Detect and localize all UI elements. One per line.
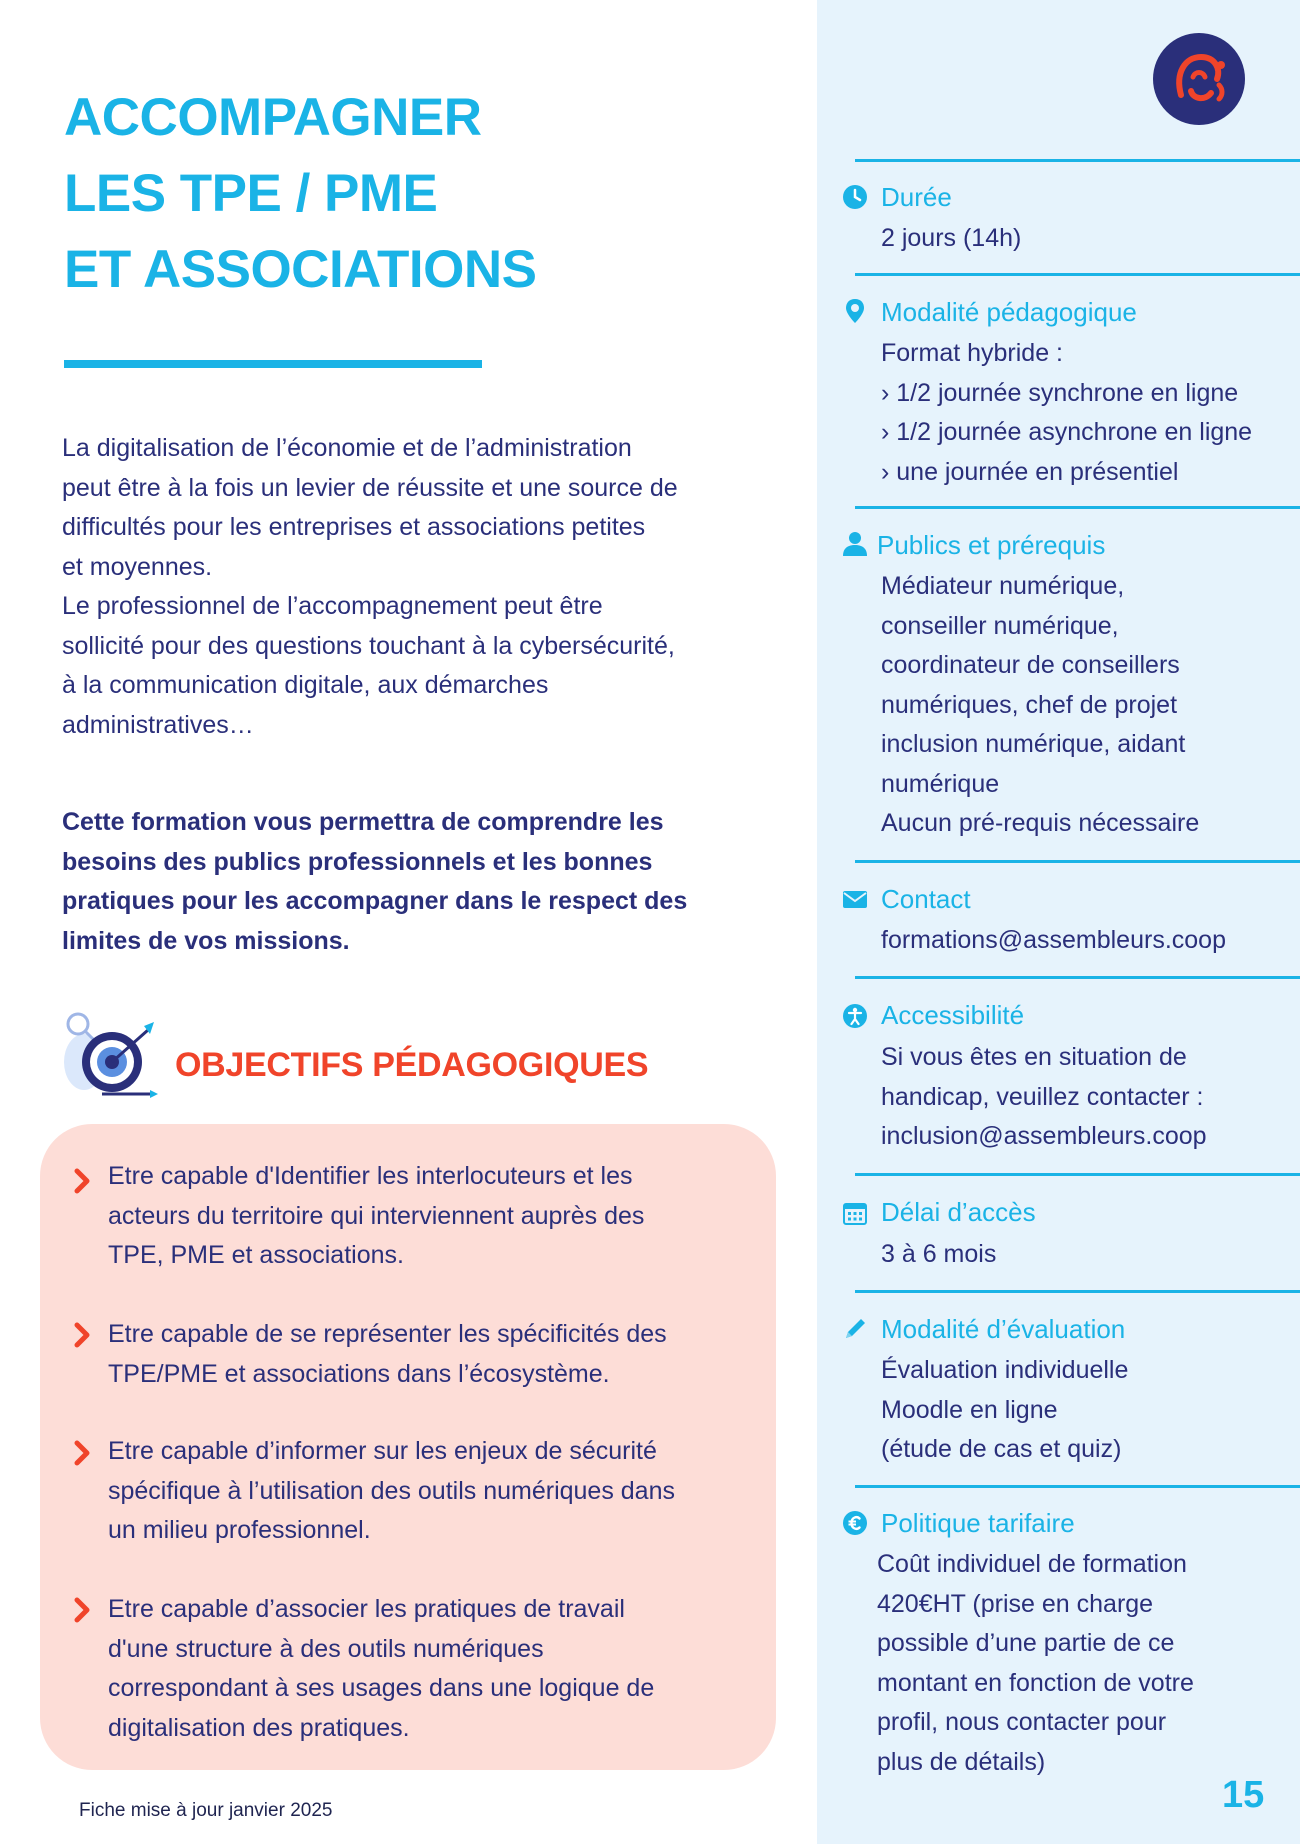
section-line: conseiller numérique, [881, 611, 1119, 640]
section-line: numériques, chef de projet [881, 690, 1178, 719]
section-line: Évaluation individuelle [881, 1356, 1129, 1384]
intro-line: La digitalisation de l’économie et de l’administration [62, 434, 632, 462]
objective-line: d'une structure à des outils numériques [108, 1634, 544, 1663]
intro-line: administratives… [62, 710, 254, 739]
section-body-modalite [881, 334, 1296, 492]
section-title-delai: Délai d’accès [881, 1197, 1036, 1227]
section-divider [855, 1485, 1300, 1488]
objective-line: TPE/PME et associations dans l’écosystème. [108, 1359, 610, 1388]
intro-paragraph [62, 429, 762, 745]
section-line: (étude de cas et quiz) [881, 1435, 1122, 1463]
section-line: Aucun pré-requis nécessaire [881, 809, 1200, 837]
accessibility-email[interactable]: inclusion@assembleurs.coop [881, 1122, 1207, 1150]
chevron-right-icon [73, 1168, 91, 1194]
euro-icon [842, 1510, 868, 1536]
objective-line: Etre capable d'Identifier les interlocuteurs et les [108, 1162, 633, 1190]
objective-line: acteurs du territoire qui interviennent auprès des [108, 1201, 645, 1230]
section-line: › 1/2 journée asynchrone en ligne [881, 418, 1253, 446]
section-line: Si vous êtes en situation de [881, 1043, 1187, 1071]
page-title [64, 80, 536, 308]
highlight-line: Cette formation vous permettra de comprendre les [62, 808, 664, 836]
section-divider [855, 506, 1300, 509]
page-title-line: ACCOMPAGNER [64, 88, 482, 147]
section-body-contact [881, 921, 1296, 961]
objective-line: Etre capable de se représenter les spécificités des [108, 1320, 667, 1348]
section-body-tarif [877, 1545, 1292, 1782]
section-line: 2 jours (14h) [881, 224, 1022, 252]
section-body-publics [881, 567, 1296, 844]
envelope-icon [842, 886, 868, 912]
intro-line: peut être à la fois un levier de réussite et une source de [62, 473, 678, 502]
highlight-line: besoins des publics professionnels et les bonnes [62, 847, 653, 876]
page-number: 15 [1222, 1774, 1265, 1816]
objective-line: correspondant à ses usages dans une logique de [108, 1674, 655, 1702]
section-line: inclusion numérique, aidant [881, 730, 1186, 758]
section-body-evaluation [881, 1351, 1296, 1470]
section-line: possible d’une partie de ce [877, 1629, 1175, 1657]
section-title-duree: Durée [881, 182, 952, 212]
section-divider [855, 1290, 1300, 1293]
section-line: handicap, veuillez contacter : [881, 1082, 1204, 1111]
assembleurs-logo-icon [1153, 33, 1245, 125]
highlight-line: pratiques pour les accompagner dans le respect des [62, 887, 688, 915]
pencil-icon [842, 1316, 868, 1342]
section-line: montant en fonction de votre [877, 1668, 1194, 1697]
objective-item [108, 1432, 768, 1551]
section-line: profil, nous contacter pour [877, 1708, 1167, 1736]
objective-line: un milieu professionnel. [108, 1516, 371, 1544]
section-title-accessibilite: Accessibilité [881, 1000, 1025, 1030]
section-body-duree [881, 219, 1296, 259]
highlight-paragraph [62, 803, 762, 961]
intro-line: et moyennes. [62, 552, 213, 581]
user-icon [842, 531, 868, 557]
objectives-heading: OBJECTIFS PÉDAGOGIQUES [175, 1046, 649, 1084]
objective-item [108, 1315, 768, 1394]
section-title-modalite: Modalité pédagogique [881, 297, 1137, 327]
intro-line: difficultés pour les entreprises et associations petites [62, 513, 646, 541]
target-icon [58, 1004, 168, 1104]
section-title-publics: Publics et prérequis [877, 530, 1106, 560]
accessibility-icon [842, 1003, 868, 1029]
intro-line: à la communication digitale, aux démarches [62, 671, 549, 699]
section-line: Moodle en ligne [881, 1395, 1058, 1424]
objective-item [108, 1590, 768, 1748]
section-divider [855, 159, 1300, 162]
section-title-contact: Contact [881, 884, 971, 914]
location-pin-icon [842, 298, 868, 324]
section-line: › 1/2 journée synchrone en ligne [881, 378, 1239, 407]
contact-email[interactable]: formations@assembleurs.coop [881, 926, 1226, 954]
chevron-right-icon [73, 1440, 91, 1466]
objective-line: digitalisation des pratiques. [108, 1713, 410, 1742]
section-line: Médiateur numérique, [881, 572, 1125, 600]
section-divider [855, 273, 1300, 276]
section-divider [855, 976, 1300, 979]
highlight-line: limites de vos missions. [62, 926, 350, 955]
section-body-delai [881, 1235, 1296, 1275]
objective-line: spécifique à l’utilisation des outils numériques dans [108, 1476, 675, 1505]
section-line: plus de détails) [877, 1747, 1046, 1776]
intro-line: sollicité pour des questions touchant à la cybersécurité, [62, 631, 675, 660]
section-line: 3 à 6 mois [881, 1240, 997, 1268]
section-title-evaluation: Modalité d’évaluation [881, 1314, 1126, 1344]
section-line: Coût individuel de formation [877, 1550, 1187, 1578]
section-line: 420€HT (prise en charge [877, 1589, 1154, 1618]
section-line: coordinateur de conseillers [881, 651, 1180, 679]
clock-icon [842, 184, 868, 210]
section-title-tarif: Politique tarifaire [881, 1508, 1075, 1538]
objective-line: Etre capable d’associer les pratiques de travail [108, 1595, 625, 1623]
objective-line: TPE, PME et associations. [108, 1241, 404, 1269]
title-underline [64, 360, 482, 368]
chevron-right-icon [73, 1597, 91, 1623]
chevron-right-icon [73, 1322, 91, 1348]
section-divider [855, 1173, 1300, 1176]
intro-line: Le professionnel de l’accompagnement peut être [62, 592, 603, 620]
section-line: numérique [881, 769, 1000, 798]
objective-line: Etre capable d’informer sur les enjeux de sécurité [108, 1437, 657, 1465]
section-body-accessibilite [881, 1038, 1296, 1157]
page-title-line: ET ASSOCIATIONS [64, 240, 537, 299]
update-note: Fiche mise à jour janvier 2025 [79, 1800, 333, 1821]
calendar-icon [842, 1200, 868, 1226]
page-title-line: LES TPE / PME [64, 164, 438, 223]
section-line: › une journée en présentiel [881, 457, 1179, 486]
section-line: Format hybride : [881, 339, 1064, 367]
objective-item [108, 1157, 768, 1276]
section-divider [855, 860, 1300, 863]
